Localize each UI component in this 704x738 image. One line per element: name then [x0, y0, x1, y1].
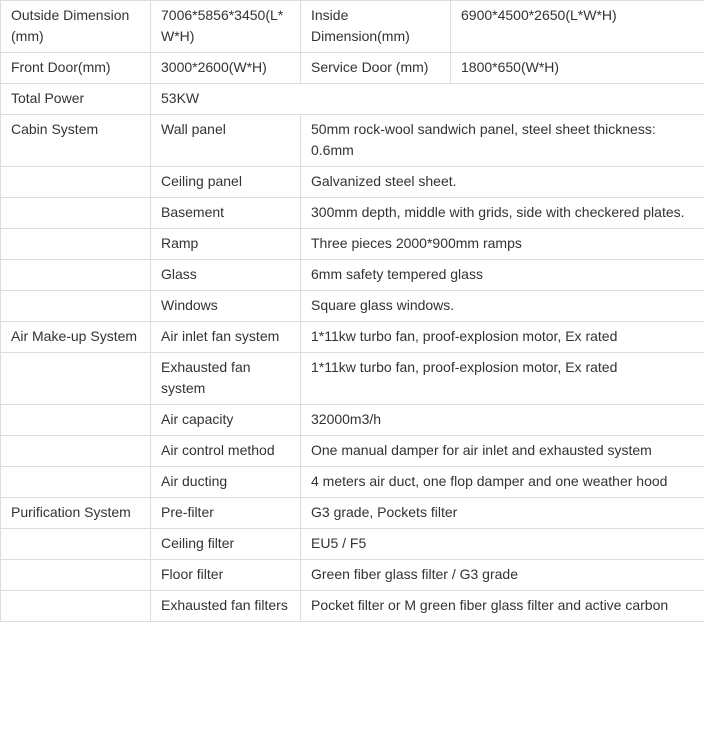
group-cell	[1, 291, 151, 322]
table-row	[1, 115, 704, 167]
description-cell: 6mm safety tempered glass	[301, 260, 704, 291]
table-row	[1, 167, 704, 198]
description-cell: Green fiber glass filter / G3 grade	[301, 560, 704, 591]
item-cell: Ceiling filter	[151, 529, 301, 560]
spec-value-cell: 1800*650(W*H)	[451, 53, 704, 84]
group-cell	[1, 529, 151, 560]
description-cell: Three pieces 2000*900mm ramps	[301, 229, 704, 260]
spec-label-cell: Outside Dimension (mm)	[1, 1, 151, 53]
description-cell: Galvanized steel sheet.	[301, 167, 704, 198]
item-cell: Exhausted fan system	[151, 353, 301, 405]
item-cell: Air control method	[151, 436, 301, 467]
group-cell	[1, 436, 151, 467]
table-row	[1, 353, 704, 405]
group-cell	[1, 467, 151, 498]
description-cell: One manual damper for air inlet and exhausted system	[301, 436, 704, 467]
group-cell: Cabin System	[1, 115, 151, 167]
table-row	[1, 405, 704, 436]
item-cell: Air inlet fan system	[151, 322, 301, 353]
item-cell: Floor filter	[151, 560, 301, 591]
table-row	[1, 560, 704, 591]
description-cell: 50mm rock-wool sandwich panel, steel sheet thickness: 0.6mm	[301, 115, 704, 167]
item-cell: Air capacity	[151, 405, 301, 436]
spec-value-cell: 7006*5856*3450(L*W*H)	[151, 1, 301, 53]
table-row	[1, 260, 704, 291]
item-cell: Basement	[151, 198, 301, 229]
group-cell	[1, 405, 151, 436]
description-cell: 1*11kw turbo fan, proof-explosion motor, Ex rated	[301, 353, 704, 405]
item-cell: Exhausted fan filters	[151, 591, 301, 622]
group-cell	[1, 560, 151, 591]
description-cell: 300mm depth, middle with grids, side with checkered plates.	[301, 198, 704, 229]
table-row	[1, 467, 704, 498]
item-cell: Glass	[151, 260, 301, 291]
table-row	[1, 291, 704, 322]
item-cell: Windows	[151, 291, 301, 322]
group-cell	[1, 198, 151, 229]
item-cell: Ceiling panel	[151, 167, 301, 198]
table-row	[1, 198, 704, 229]
item-cell: Wall panel	[151, 115, 301, 167]
table-row	[1, 498, 704, 529]
spec-value-cell: 53KW	[151, 84, 704, 115]
group-cell	[1, 353, 151, 405]
table-row	[1, 529, 704, 560]
description-cell: 1*11kw turbo fan, proof-explosion motor, Ex rated	[301, 322, 704, 353]
table-row	[1, 591, 704, 622]
spec-label-cell: Inside Dimension(mm)	[301, 1, 451, 53]
description-cell: Pocket filter or M green fiber glass filter and active carbon	[301, 591, 704, 622]
description-cell: Square glass windows.	[301, 291, 704, 322]
group-cell: Air Make-up System	[1, 322, 151, 353]
table-row	[1, 1, 704, 53]
group-cell: Purification System	[1, 498, 151, 529]
group-cell	[1, 591, 151, 622]
table-row	[1, 53, 704, 84]
group-cell	[1, 167, 151, 198]
spec-value-cell: 6900*4500*2650(L*W*H)	[451, 1, 704, 53]
item-cell: Ramp	[151, 229, 301, 260]
item-cell: Air ducting	[151, 467, 301, 498]
spec-label-cell: Service Door (mm)	[301, 53, 451, 84]
description-cell: 32000m3/h	[301, 405, 704, 436]
item-cell: Pre-filter	[151, 498, 301, 529]
spec-value-cell: 3000*2600(W*H)	[151, 53, 301, 84]
table-row	[1, 322, 704, 353]
spec-label-cell: Front Door(mm)	[1, 53, 151, 84]
description-cell: G3 grade, Pockets filter	[301, 498, 704, 529]
spec-label-cell: Total Power	[1, 84, 151, 115]
table-row	[1, 229, 704, 260]
table-row	[1, 84, 704, 115]
table-row	[1, 436, 704, 467]
description-cell: 4 meters air duct, one flop damper and one weather hood	[301, 467, 704, 498]
description-cell: EU5 / F5	[301, 529, 704, 560]
group-cell	[1, 229, 151, 260]
group-cell	[1, 260, 151, 291]
